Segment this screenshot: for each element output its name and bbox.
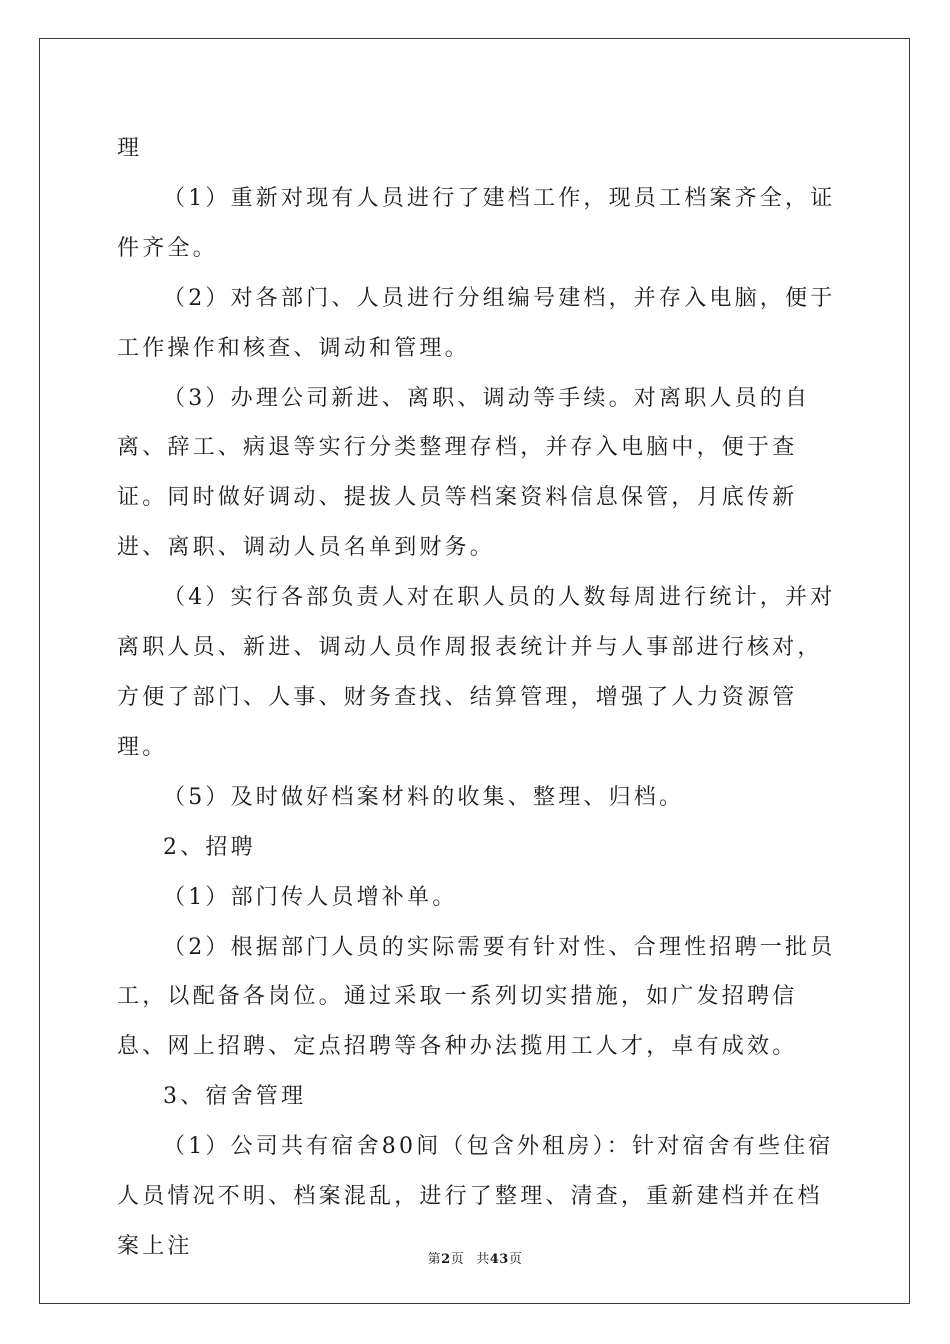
paragraph: 3、宿舍管理	[163, 1084, 307, 1110]
page-number: 2	[441, 1252, 451, 1267]
paragraph: （5）及时做好档案材料的收集、整理、归档。	[163, 784, 685, 810]
paragraph: （1）重新对现有人员进行了建档工作，现员工档案齐全，证件齐全。	[117, 185, 836, 261]
paragraph: （4）实行各部负责人对在职人员的人数每周进行统计，并对离职人员、新进、调动人员作周报表统计并与人事部进行核对，方便了部门、人事、财务查找、结算管理，增强了人力资源管理。	[117, 585, 836, 760]
page-prefix: 第	[427, 1252, 442, 1267]
paragraph: （1）部门传人员增补单。	[163, 884, 458, 910]
paragraph: （3）办理公司新进、离职、调动等手续。对离职人员的自离、辞工、病退等实行分类整理存档，并存入电脑中，便于查证。同时做好调动、提拔人员等档案资料信息保管，月底传新进、离职、调动人员名单到财务。	[117, 385, 811, 561]
paragraph: 理	[117, 136, 143, 161]
paragraph: （1）公司共有宿舍80间（包含外租房）：针对宿舍有些住宿人员情况不明、档案混乱，进行了整理、清查，重新建档并在档案上注	[117, 1134, 834, 1259]
document-body	[117, 124, 837, 1272]
total-prefix: 共	[476, 1252, 490, 1267]
total-suffix: 页	[508, 1252, 523, 1267]
paragraph: （2）对各部门、人员进行分组编号建档，并存入电脑，便于工作操作和核查、调动和管理。	[117, 285, 836, 361]
paragraph: （2）根据部门人员的实际需要有针对性、合理性招聘一批员工，以配备各岗位。通过采取一系列切实措施，如广发招聘信息、网上招聘、定点招聘等各种办法揽用工人才，卓有成效。	[117, 934, 836, 1060]
paragraph: 2、招聘	[163, 834, 256, 860]
page-suffix: 页	[450, 1252, 465, 1267]
total-pages: 43	[489, 1252, 509, 1267]
page-footer	[0, 1248, 950, 1267]
